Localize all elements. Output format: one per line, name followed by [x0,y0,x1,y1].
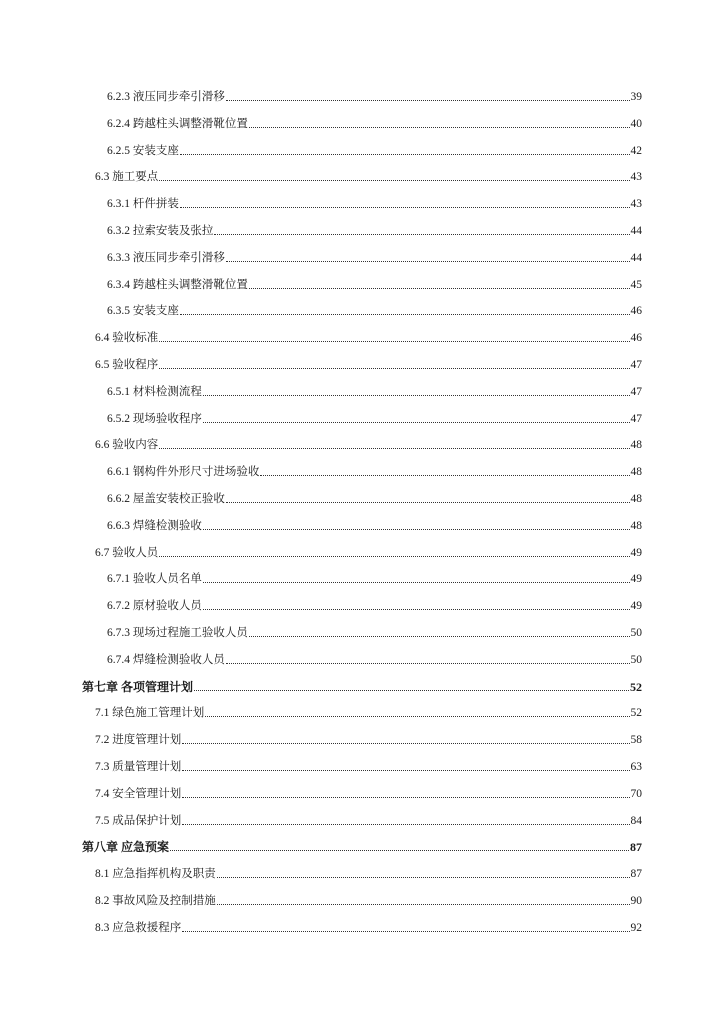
toc-entry-label: 7.5 成品保护计划 [95,814,182,827]
toc-leader-dots [159,447,629,449]
toc-entry-label: 6.4 验收标准 [95,332,159,345]
toc-entry-label: 6.7.2 原材验收人员 [107,600,202,613]
toc-entry[interactable] [107,568,642,586]
toc-entry-page-number: 70 [630,787,642,800]
toc-leader-dots [182,742,629,744]
toc-entry-page-number: 48 [630,466,642,479]
toc-entry-label: 6.7.1 验收人员名单 [107,573,202,586]
toc-entry[interactable] [107,461,642,479]
toc-entry[interactable] [95,810,642,828]
toc-entry[interactable] [95,327,642,345]
toc-leader-dots [170,849,629,851]
toc-entry[interactable] [95,354,642,372]
toc-leader-dots [249,287,630,289]
toc-leader-dots [180,206,630,208]
toc-leader-dots [226,662,630,664]
toc-leader-dots [203,421,630,423]
toc-entry-page-number: 87 [630,840,642,855]
toc-entry-label: 6.6 验收内容 [95,439,159,452]
toc-entry[interactable] [107,381,642,399]
toc-entry-label: 7.1 绿色施工管理计划 [95,707,205,720]
toc-leader-dots [249,126,630,128]
toc-entry[interactable] [95,917,642,935]
toc-entry-label: 8.1 应急指挥机构及职责 [95,868,216,881]
toc-entry-page-number: 92 [630,921,642,934]
toc-entry[interactable] [107,140,642,158]
toc-entry[interactable] [95,434,642,452]
toc-entry[interactable] [82,836,642,854]
toc-leader-dots [159,555,629,557]
toc-entry-label: 6.3.2 拉索安装及张拉 [107,225,214,237]
toc-entry[interactable] [95,542,642,560]
toc-entry-page-number: 50 [630,653,642,666]
toc-entry-label: 6.3.4 跨越柱头调整滑靴位置 [107,278,248,291]
toc-entry[interactable] [107,86,642,104]
toc-entry[interactable] [95,756,642,774]
toc-leader-dots [226,260,630,262]
toc-entry[interactable] [107,113,642,131]
toc-entry-label: 6.6.3 焊缝检测验收 [107,519,202,532]
toc-entry-page-number: 52 [630,679,642,694]
toc-entry[interactable] [107,408,642,426]
toc-entry[interactable] [107,193,642,211]
toc-leader-dots [249,635,630,637]
toc-entry-label: 8.3 应急救援程序 [95,921,182,934]
toc-entry-page-number: 48 [630,439,642,452]
toc-leader-dots [159,367,629,369]
toc-entry-page-number: 45 [630,278,642,291]
toc-entry-label: 7.3 质量管理计划 [95,761,182,773]
toc-entry-page-number: 87 [630,868,642,881]
toc-entry-page-number: 52 [630,707,642,720]
toc-entry[interactable] [95,729,642,747]
toc-entry-page-number: 48 [630,519,642,532]
toc-entry-label: 6.3.5 安装支座 [107,305,179,318]
toc-leader-dots [217,903,630,905]
toc-leader-dots [182,796,629,798]
toc-entry-page-number: 50 [630,627,642,639]
toc-entry[interactable] [95,702,642,720]
toc-entry-label: 7.2 进度管理计划 [95,734,182,747]
toc-entry[interactable] [107,595,642,613]
toc-entry[interactable] [95,863,642,881]
toc-leader-dots [217,876,630,878]
toc-entry-page-number: 46 [630,305,642,318]
toc-entry-label: 6.7 验收人员 [95,546,159,559]
toc-entry[interactable] [95,783,642,801]
toc-entry-page-number: 46 [630,332,642,345]
toc-entry[interactable] [107,274,642,292]
toc-leader-dots [226,501,630,503]
toc-entry-label: 8.2 事故风险及控制措施 [95,895,216,907]
toc-leader-dots [260,474,629,476]
toc-entry-page-number: 47 [630,359,642,371]
toc-leader-dots [194,689,629,691]
toc-entry[interactable] [107,649,642,667]
toc-entry[interactable] [107,300,642,318]
toc-entry[interactable] [107,515,642,533]
toc-leader-dots [226,99,630,101]
toc-entry-page-number: 84 [630,814,642,827]
toc-entry-label: 6.5.1 材料检测流程 [107,385,202,398]
toc-entry[interactable] [107,247,642,265]
toc-entry-page-number: 49 [630,573,642,586]
toc-entry-label: 6.3.3 液压同步牵引滑移 [107,251,225,264]
toc-entry-page-number: 43 [630,198,642,211]
toc-entry-page-number: 44 [630,251,642,264]
toc-entry-label: 6.2.4 跨越柱头调整滑靴位置 [107,117,248,130]
toc-entry-label: 6.3.1 杆件拼装 [107,198,179,211]
toc-leader-dots [203,581,630,583]
toc-entry-label: 第七章 各项管理计划 [82,679,194,694]
toc-entry-page-number: 40 [630,117,642,130]
toc-leader-dots [180,313,630,315]
toc-entry-page-number: 90 [630,895,642,907]
toc-entry-page-number: 42 [630,144,642,157]
toc-entry[interactable] [107,488,642,506]
toc-leader-dots [182,823,629,825]
toc-entry-label: 第八章 应急预案 [82,840,170,855]
toc-entry-page-number: 44 [630,225,642,237]
toc-entry-label: 6.7.4 焊缝检测验收人员 [107,653,225,666]
toc-entry-page-number: 49 [630,546,642,559]
toc-entry-page-number: 43 [630,171,642,184]
toc-leader-dots [182,769,629,771]
toc-entry-page-number: 48 [630,493,642,505]
toc-leader-dots [182,930,629,932]
toc-entry-label: 6.5 验收程序 [95,359,159,371]
toc-leader-dots [203,528,630,530]
toc-entry-page-number: 47 [630,412,642,425]
toc-entry[interactable] [95,890,642,908]
toc-leader-dots [203,608,630,610]
toc-entry-page-number: 63 [630,761,642,773]
toc-entry-label: 6.7.3 现场过程施工验收人员 [107,627,248,639]
toc-entry[interactable] [107,220,642,238]
toc-entry-label: 7.4 安全管理计划 [95,787,182,800]
toc-entry-label: 6.6.1 钢构件外形尺寸进场验收 [107,466,260,479]
toc-entry-page-number: 39 [630,91,642,103]
toc-leader-dots [214,233,629,235]
toc-entry[interactable] [95,166,642,184]
toc-entry-page-number: 47 [630,385,642,398]
toc-entry[interactable] [82,676,642,694]
toc-entry-page-number: 49 [630,600,642,613]
toc-entry-label: 6.5.2 现场验收程序 [107,412,202,425]
toc-entry[interactable] [107,622,642,640]
toc-leader-dots [205,715,629,717]
toc-entry-label: 6.2.3 液压同步牵引滑移 [107,91,225,103]
toc-leader-dots [203,394,630,396]
toc-leader-dots [159,179,629,181]
toc-leader-dots [180,153,630,155]
toc-entry-label: 6.2.5 安装支座 [107,144,179,157]
toc-leader-dots [159,340,629,342]
toc-entry-label: 6.6.2 屋盖安装校正验收 [107,493,225,505]
toc-entry-label: 6.3 施工要点 [95,171,159,184]
toc-entry-page-number: 58 [630,734,642,747]
